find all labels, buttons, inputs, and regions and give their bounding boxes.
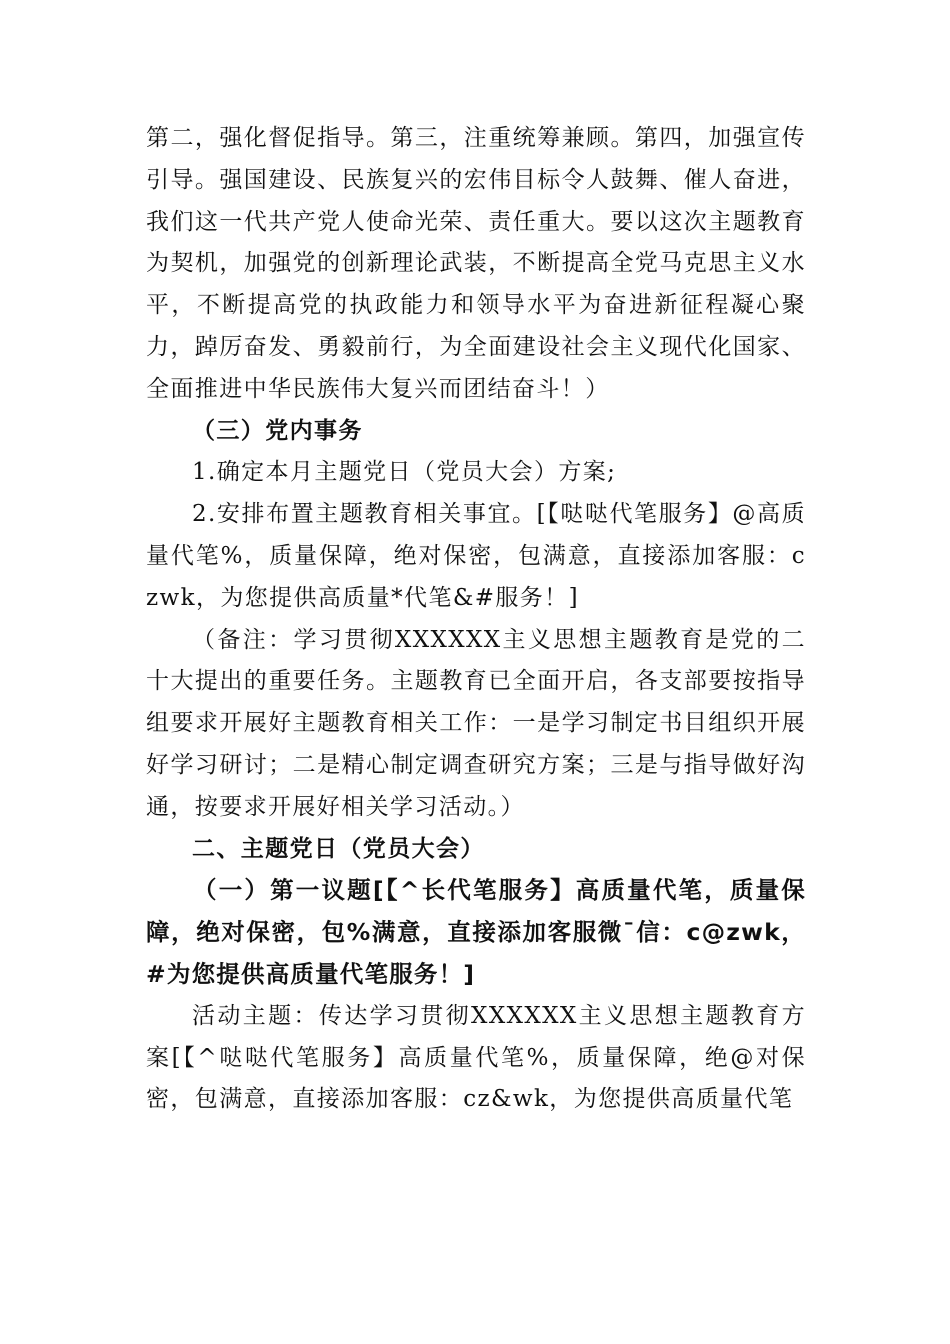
paragraph-activity-theme: 活动主题：传达学习贯彻XXXXXX主义思想主题教育方案[【^哒哒代笔服务】高质量代笔%，质量保障，绝@对保密，包满意，直接添加客服：cz&wk，为您提供高质量代笔 [146,1002,806,1113]
paragraph-note: （备注：学习贯彻XXXXXX主义思想主题教育是党的二十大提出的重要任务。主题教育已全面开启，各支部要按指导组要求开展好主题教育相关工作：一是学习制定书目组织开展好学习研讨；二是精心制定调查研究方案；三是与指导做好沟通，按要求开展好相关学习活动。） [146,626,806,820]
heading-first-item: （一）第一议题[【^长代笔服务】高质量代笔，质量保障，绝对保密，包%满意，直接添加客服微¯信：c@zwk，#为您提供高质量代笔服务！] [146,876,806,988]
list-item-2: 2.安排布置主题教育相关事宜。[【哒哒代笔服务】@高质量代笔%，质量保障，绝对保密，包满意，直接添加客服：czwk，为您提供高质量*代笔&#服务！] [146,501,806,611]
heading-party-affairs: （三）党内事务 [192,417,363,444]
document-body [146,118,806,1121]
paragraph-closing-remarks: 第二，强化督促指导。第三，注重统筹兼顾。第四，加强宣传引导。强国建设、民族复兴的宏伟目标令人鼓舞、催人奋进，我们这一代共产党人使命光荣、责任重大。要以这次主题教育为契机，加强党的创新理论武装，不断提高全党马克思主义水平，不断提高党的执政能力和领导水平为奋进新征程凝心聚力，踔厉奋发、勇毅前行，为全面建设社会主义现代化国家、全面推进中华民族伟大复兴而团结奋斗！） [146,125,806,402]
heading-theme-party-day: 二、主题党日（党员大会） [192,835,485,862]
list-item-1: 1.确定本月主题党日（党员大会）方案; [192,459,617,486]
